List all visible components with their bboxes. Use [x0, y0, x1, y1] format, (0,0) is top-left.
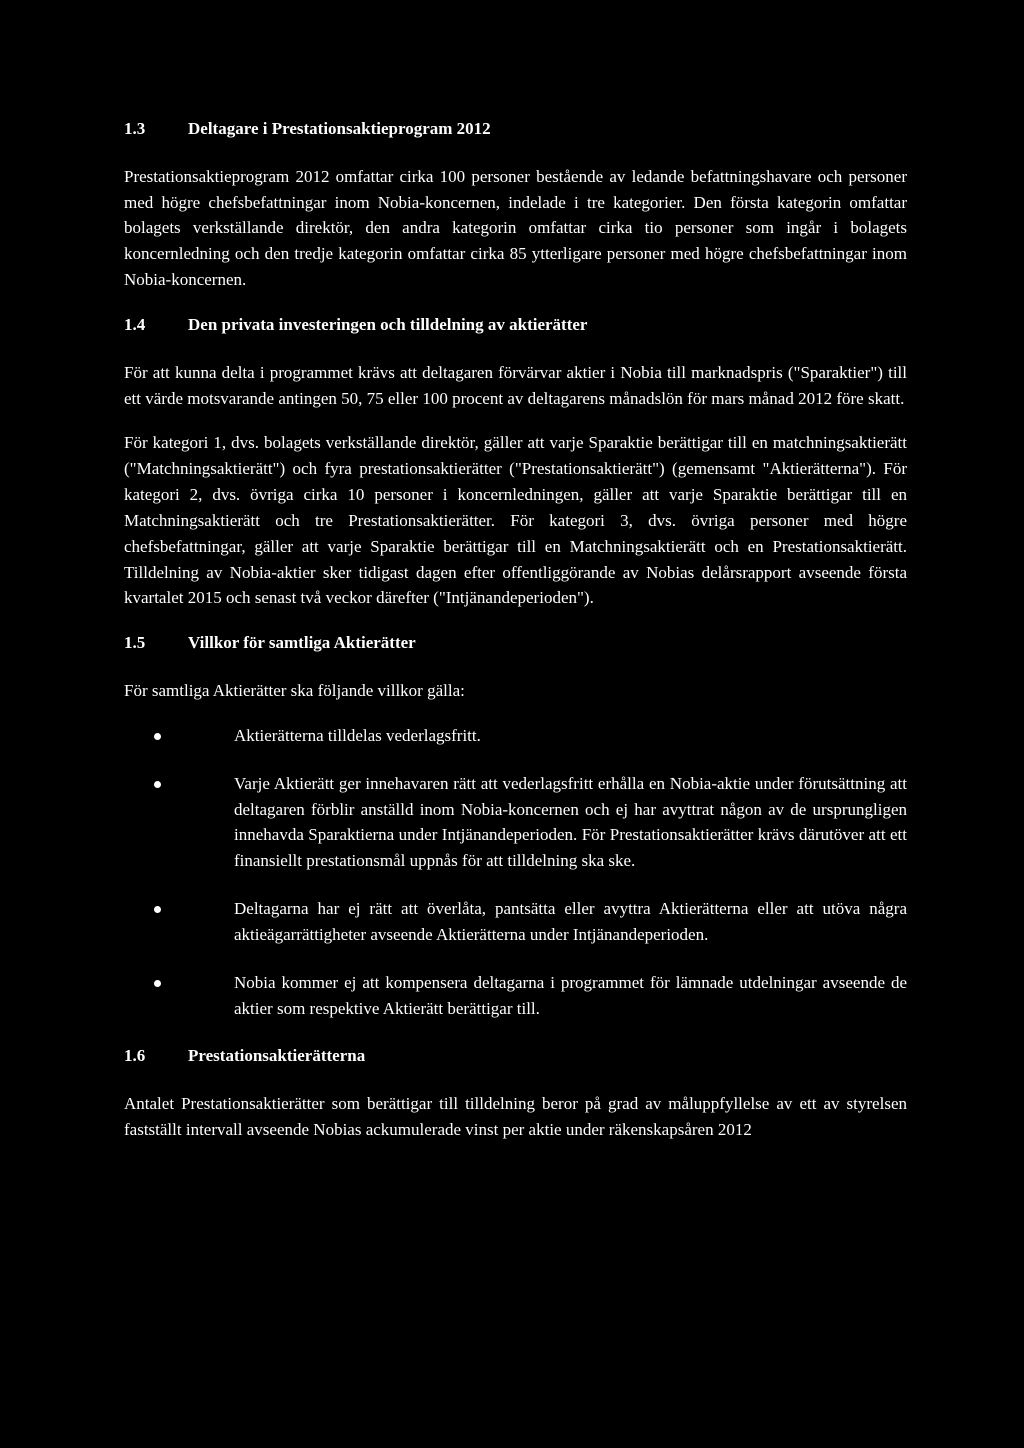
- section-number: 1.6: [124, 1046, 146, 1066]
- paragraph: För att kunna delta i programmet krävs att deltagaren förvärvar aktier i Nobia till marknadspris ("Sparaktier") till ett värde motsvarande antingen 50, 75 eller 100 procent av deltagarens månadslön för mars månad 2012 före skatt.: [124, 362, 907, 408]
- list-item: [124, 970, 907, 1022]
- list-item: [124, 896, 907, 948]
- section-heading: [124, 116, 907, 142]
- list-item-text: Deltagarna har ej rätt att överlåta, pantsätta eller avyttra Aktierätterna eller att utöva några aktieägarrättigheter avseende Aktierätterna under Intjänandeperioden.: [234, 899, 907, 944]
- section-title: Deltagare i Prestationsaktieprogram 2012: [188, 119, 491, 138]
- bullet-icon: [154, 733, 161, 740]
- paragraph: Prestationsaktieprogram 2012 omfattar cirka 100 personer bestående av ledande befattningshavare och personer med högre chefsbefattningar inom Nobia-koncernen, indelade i tre kategorier. Den första kategorin omfattar bolagets verkställande direktör, den andra kategorin omfattar cirka tio personer som ingår i bolagets koncernledning och den tredje kategorin omfattar cirka 85 ytterligare personer med högre chefsbefattningar inom Nobia-koncernen.: [124, 166, 907, 290]
- list-item: [124, 771, 907, 874]
- list-item-text: Varje Aktierätt ger innehavaren rätt att vederlagsfritt erhålla en Nobia-aktie under förutsättning att deltagaren förblir anställd inom Nobia-koncernen och ej har avyttrat någon av de ursprungligen innehavda Sparaktierna under Intjänandeperioden. För Prestationsaktierätter krävs därutöver att ett finansiellt prestationsmål uppnås för att tilldelning ska ske.: [234, 773, 907, 871]
- section-number: 1.4: [124, 314, 146, 334]
- section-heading: [124, 630, 907, 656]
- paragraph-intro: För samtliga Aktierätter ska följande villkor gälla:: [124, 681, 465, 701]
- paragraph: För kategori 1, dvs. bolagets verkställande direktör, gäller att varje Sparaktie berättigar till en matchningsaktierätt ("Matchningsaktierätt") och fyra prestationsaktierätter ("Prestationsaktierätt") (gemensamt "Aktierätterna"). För kategori 2, dvs. övriga cirka 10 personer i koncernledningen, gäller att varje Sparaktie berättigar till en Matchningsaktierätt och tre Prestationsaktierätter. För kategori 3, dvs. övriga personer med högre chefsbefattningar, gäller att varje Sparaktie berättigar till en Matchningsaktierätt och en Prestationsaktierätt. Tilldelning av Nobia-aktier sker tidigast dagen efter offentliggörande av Nobias delårsrapport avseende första kvartalet 2015 och senast två veckor därefter ("Intjänandeperioden").: [124, 433, 907, 608]
- list-item-text: Aktierätterna tilldelas vederlagsfritt.: [234, 725, 481, 745]
- section-title: Den privata investeringen och tilldelning av aktierätter: [188, 314, 588, 334]
- section-number: 1.3: [124, 119, 146, 138]
- section-title: Villkor för samtliga Aktierätter: [188, 633, 416, 653]
- section-heading: [124, 312, 907, 338]
- paragraph: Antalet Prestationsaktierätter som berättigar till tilldelning beror på grad av måluppfyllelse av ett av styrelsen fastställt intervall avseende Nobias ackumulerade vinst per aktie under räkenskapsåren 2012: [124, 1094, 907, 1140]
- bullet-list: [124, 723, 907, 1021]
- bullet-icon: [154, 781, 161, 788]
- section-number: 1.5: [124, 633, 146, 653]
- section-title: Prestationsaktierätterna: [188, 1046, 366, 1066]
- section-1-5: [124, 630, 907, 1021]
- bullet-icon: [154, 980, 161, 987]
- section-heading: [124, 1043, 907, 1069]
- section-1-6: [124, 1043, 907, 1142]
- list-item: [124, 723, 907, 749]
- bullet-icon: [154, 906, 161, 913]
- list-item-text: Nobia kommer ej att kompensera deltagarna i programmet för lämnade utdelningar avseende de aktier som respektive Aktierätt berättigar till.: [234, 972, 907, 1018]
- section-1-3: [124, 116, 907, 293]
- section-1-4: [124, 312, 907, 611]
